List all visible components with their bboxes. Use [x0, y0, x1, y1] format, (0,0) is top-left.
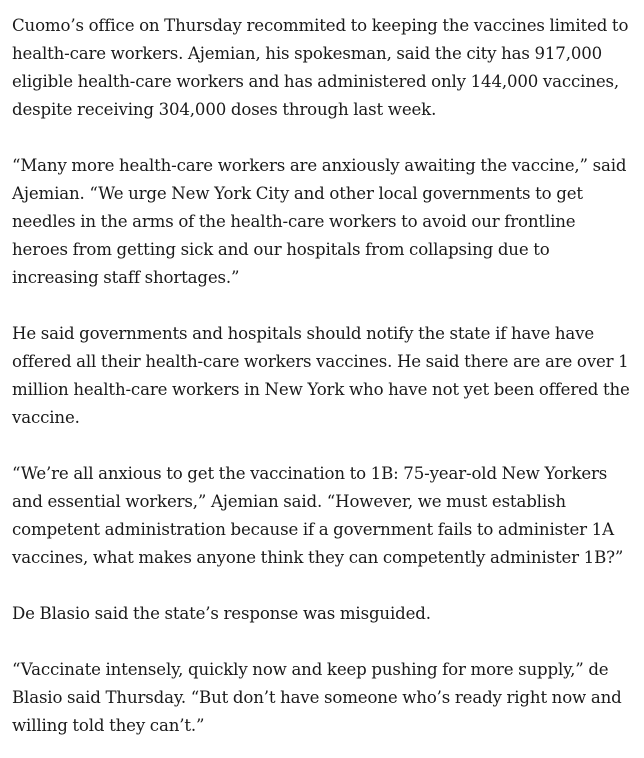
paragraph-de-blasio-quote: “Vaccinate intensely, quickly now and keep pushing for more supply,” de Blasio said Thursday. “But don’t have someone who’s ready right now and willing told they can’t.” [12, 660, 622, 735]
paragraph-de-blasio-response: De Blasio said the state’s response was misguided. [12, 604, 431, 623]
paragraph-cuomo-office: Cuomo’s office on Thursday recommited to keeping the vaccines limited to health-care workers. Ajemian, his spokesman, said the city has 917,000 eligible health-care workers and has administered only 144,000 vaccines, despite receiving 304,000 doses through last week. [12, 16, 629, 119]
paragraph-vaccination-1b: “We’re all anxious to get the vaccination to 1B: 75-year-old New Yorkers and essential workers,” Ajemian said. “However, we must establish competent administration because if a government fails to administer 1A vaccines, what makes anyone think they can competently administer 1B?” [12, 464, 624, 567]
paragraph-ajemian-quote: “Many more health-care workers are anxiously awaiting the vaccine,” said Ajemian. “We urge New York City and other local governments to get needles in the arms of the health-care workers to avoid our frontline heroes from getting sick and our hospitals from collapsing due to increasing staff shortages.” [12, 156, 627, 287]
paragraph-notify-state: He said governments and hospitals should notify the state if have have offered all their health-care workers vaccines. He said there are are over 1 million health-care workers in New York who have not yet been offered the vaccine. [12, 324, 630, 427]
